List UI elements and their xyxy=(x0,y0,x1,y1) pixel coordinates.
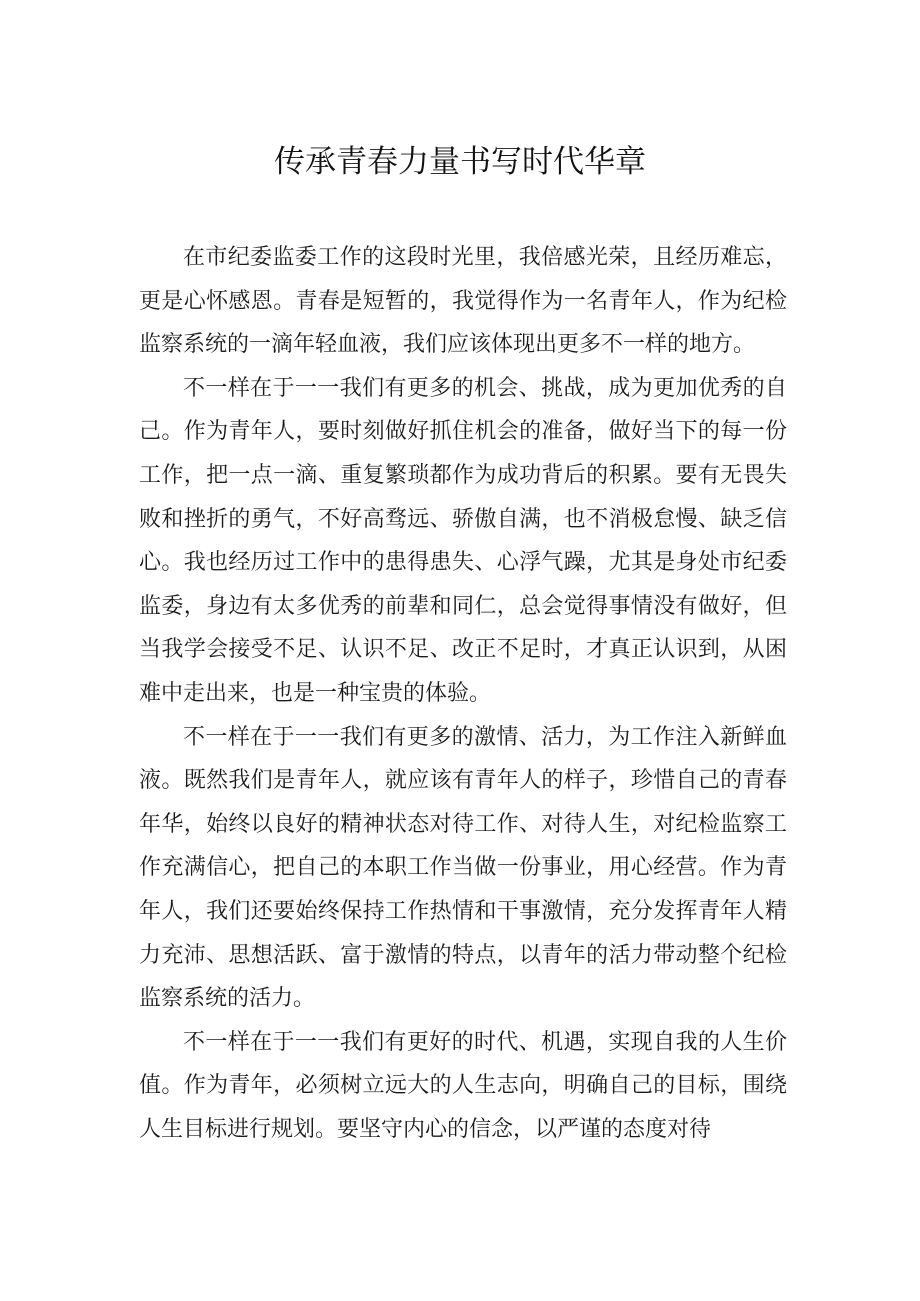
paragraph: 不一样在于一一我们有更好的时代、机遇，实现自我的人生价值。作为青年，必须树立远大的人生志向，明确自己的目标，围绕人生目标进行规划。要坚守内心的信念，以严谨的态度对待 xyxy=(139,1029,787,1142)
document-title: 传承青春力量书写时代华章 xyxy=(274,144,646,180)
paragraph: 不一样在于一一我们有更多的激情、活力，为工作注入新鲜血液。既然我们是青年人，就应该有青年人的样子，珍惜自己的青春年华，始终以良好的精神状态对待工作、对待人生，对纪检监察工作充满信心，把自己的本职工作当做一份事业，用心经营。作为青年人，我们还要始终保持工作热情和干事激情，充分发挥青年人精力充沛、思想活跃、富于激情的特点，以青年的活力带动整个纪检监察系统的活力。 xyxy=(139,724,787,1012)
paragraph: 不一样在于一一我们有更多的机会、挑战，成为更加优秀的自己。作为青年人，要时刻做好抓住机会的准备，做好当下的每一份工作，把一点一滴、重复繁琐都作为成功背后的积累。要有无畏失败和挫折的勇气，不好高骛远、骄傲自满，也不消极怠慢、缺乏信心。我也经历过工作中的患得患失、心浮气躁，尤其是身处市纪委监委，身边有太多优秀的前辈和同仁，总会觉得事情没有做好，但当我学会接受不足、认识不足、改正不足时，才真正认识到，从困难中走出来，也是一种宝贵的体验。 xyxy=(139,375,787,706)
document-body xyxy=(139,236,787,1151)
paragraph: 在市纪委监委工作的这段时光里，我倍感光荣，且经历难忘，更是心怀感恩。青春是短暂的，我觉得作为一名青年人，作为纪检监察系统的一滴年轻血液，我们应该体现出更多不一样的地方。 xyxy=(139,245,787,358)
